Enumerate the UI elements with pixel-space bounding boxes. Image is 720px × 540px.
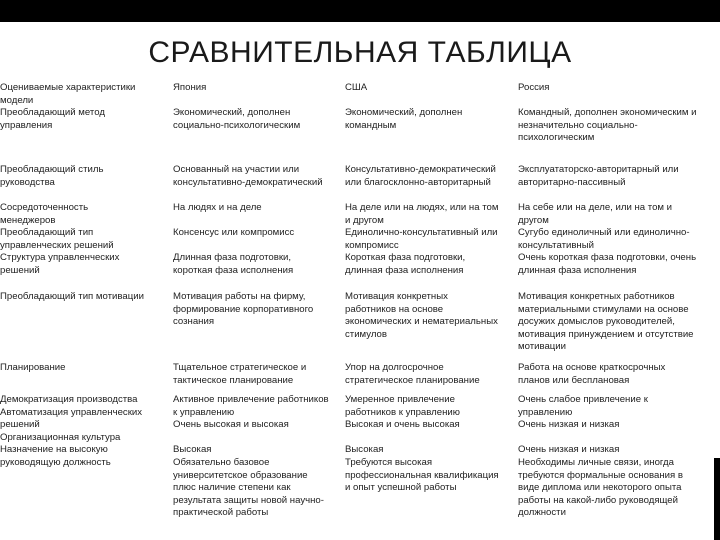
slide <box>0 22 720 540</box>
cell-style-japan: Основанный на участии или консультативно-демократический <box>173 164 323 188</box>
cell-planning-label: Планирование <box>0 362 66 373</box>
header-japan: Япония <box>173 82 207 93</box>
header-russia: Россия <box>518 82 550 93</box>
cell-style-label: Преобладающий стиль руководства <box>0 164 104 188</box>
cell-democratization-label: Демократизация производства Автоматизация управленческих решений Организационная культура Назначение на высокую руководящую должность <box>0 394 143 468</box>
cell-method-usa: Экономический, дополнен командным <box>345 107 463 131</box>
cell-method-japan: Экономический, дополнен социально-психологическим <box>173 107 301 131</box>
cell-motivation-japan: Мотивация работы на фирму, формирование корпоративного сознания <box>173 291 314 328</box>
cell-focus-japan: На людях и на деле Консенсус или компромисс Длинная фаза подготовки, короткая фаза исполнения <box>173 202 295 276</box>
header-characteristics: Оцениваемые характеристики модели Преобладающий метод управления <box>0 82 136 131</box>
right-edge-bar <box>714 458 720 540</box>
cell-planning-usa: Упор на долгосрочное стратегическое планирование <box>345 362 480 386</box>
cell-focus-label: Сосредоточенность менеджеров Преобладающий тип управленческих решений Структура управленческих решений <box>0 202 120 276</box>
cell-style-russia: Эксплуататорско-авторитарный или авторитарно-пассивный <box>518 164 679 188</box>
cell-motivation-usa: Мотивация конкретных работников на основе экономических и нематериальных стимулов <box>345 291 498 340</box>
cell-democratization-usa: Умеренное привлечение работников к управлению Высокая и очень высокая Высокая Требуются высокая профессиональная квалификация и опыт успешной работы <box>345 394 499 494</box>
cell-focus-usa: На деле или на людях, или на том и другом Единолично-консультативный или компромисс Короткая фаза подготовки, длинная фаза исполнения <box>345 202 499 276</box>
cell-democratization-russia: Очень слабое привлечение к управлению Очень низкая и низкая Очень низкая и низкая Необходимы личные связи, иногда требуются формальные основания в виде диплома или некоторого опыта работы на какой-либо руководящей должности <box>518 394 683 519</box>
cell-motivation-russia: Мотивация конкретных работников материальными стимулами на основе досужих домыслов руководителей, мотивация принуждением и отсутствие мотивации <box>518 291 694 353</box>
header-usa: США <box>345 82 368 93</box>
cell-focus-russia: На себе или на деле, или на том и другом Сугубо единоличный или единолично- консультативный Очень короткая фаза подготовки, очень длинная фаза исполнения <box>518 202 697 276</box>
cell-planning-russia: Работа на основе краткосрочных планов или бесплановая <box>518 362 666 386</box>
slide-title: СРАВНИТЕЛЬНАЯ ТАБЛИЦА <box>148 36 572 69</box>
cell-method-russia: Командный, дополнен экономическим и незначительно социально- психологическим <box>518 107 697 144</box>
cell-motivation-label: Преобладающий тип мотивации <box>0 291 144 302</box>
cell-democratization-japan: Активное привлечение работников к управлению Очень высокая и высокая Высокая Обязательно базовое университетское образование плюс наличие степени как результата защиты новой научно- практической работы <box>173 394 329 519</box>
cell-style-usa: Консультативно-демократический или благосклонно-авторитарный <box>345 164 496 188</box>
cell-planning-japan: Тщательное стратегическое и тактическое планирование <box>173 362 307 386</box>
